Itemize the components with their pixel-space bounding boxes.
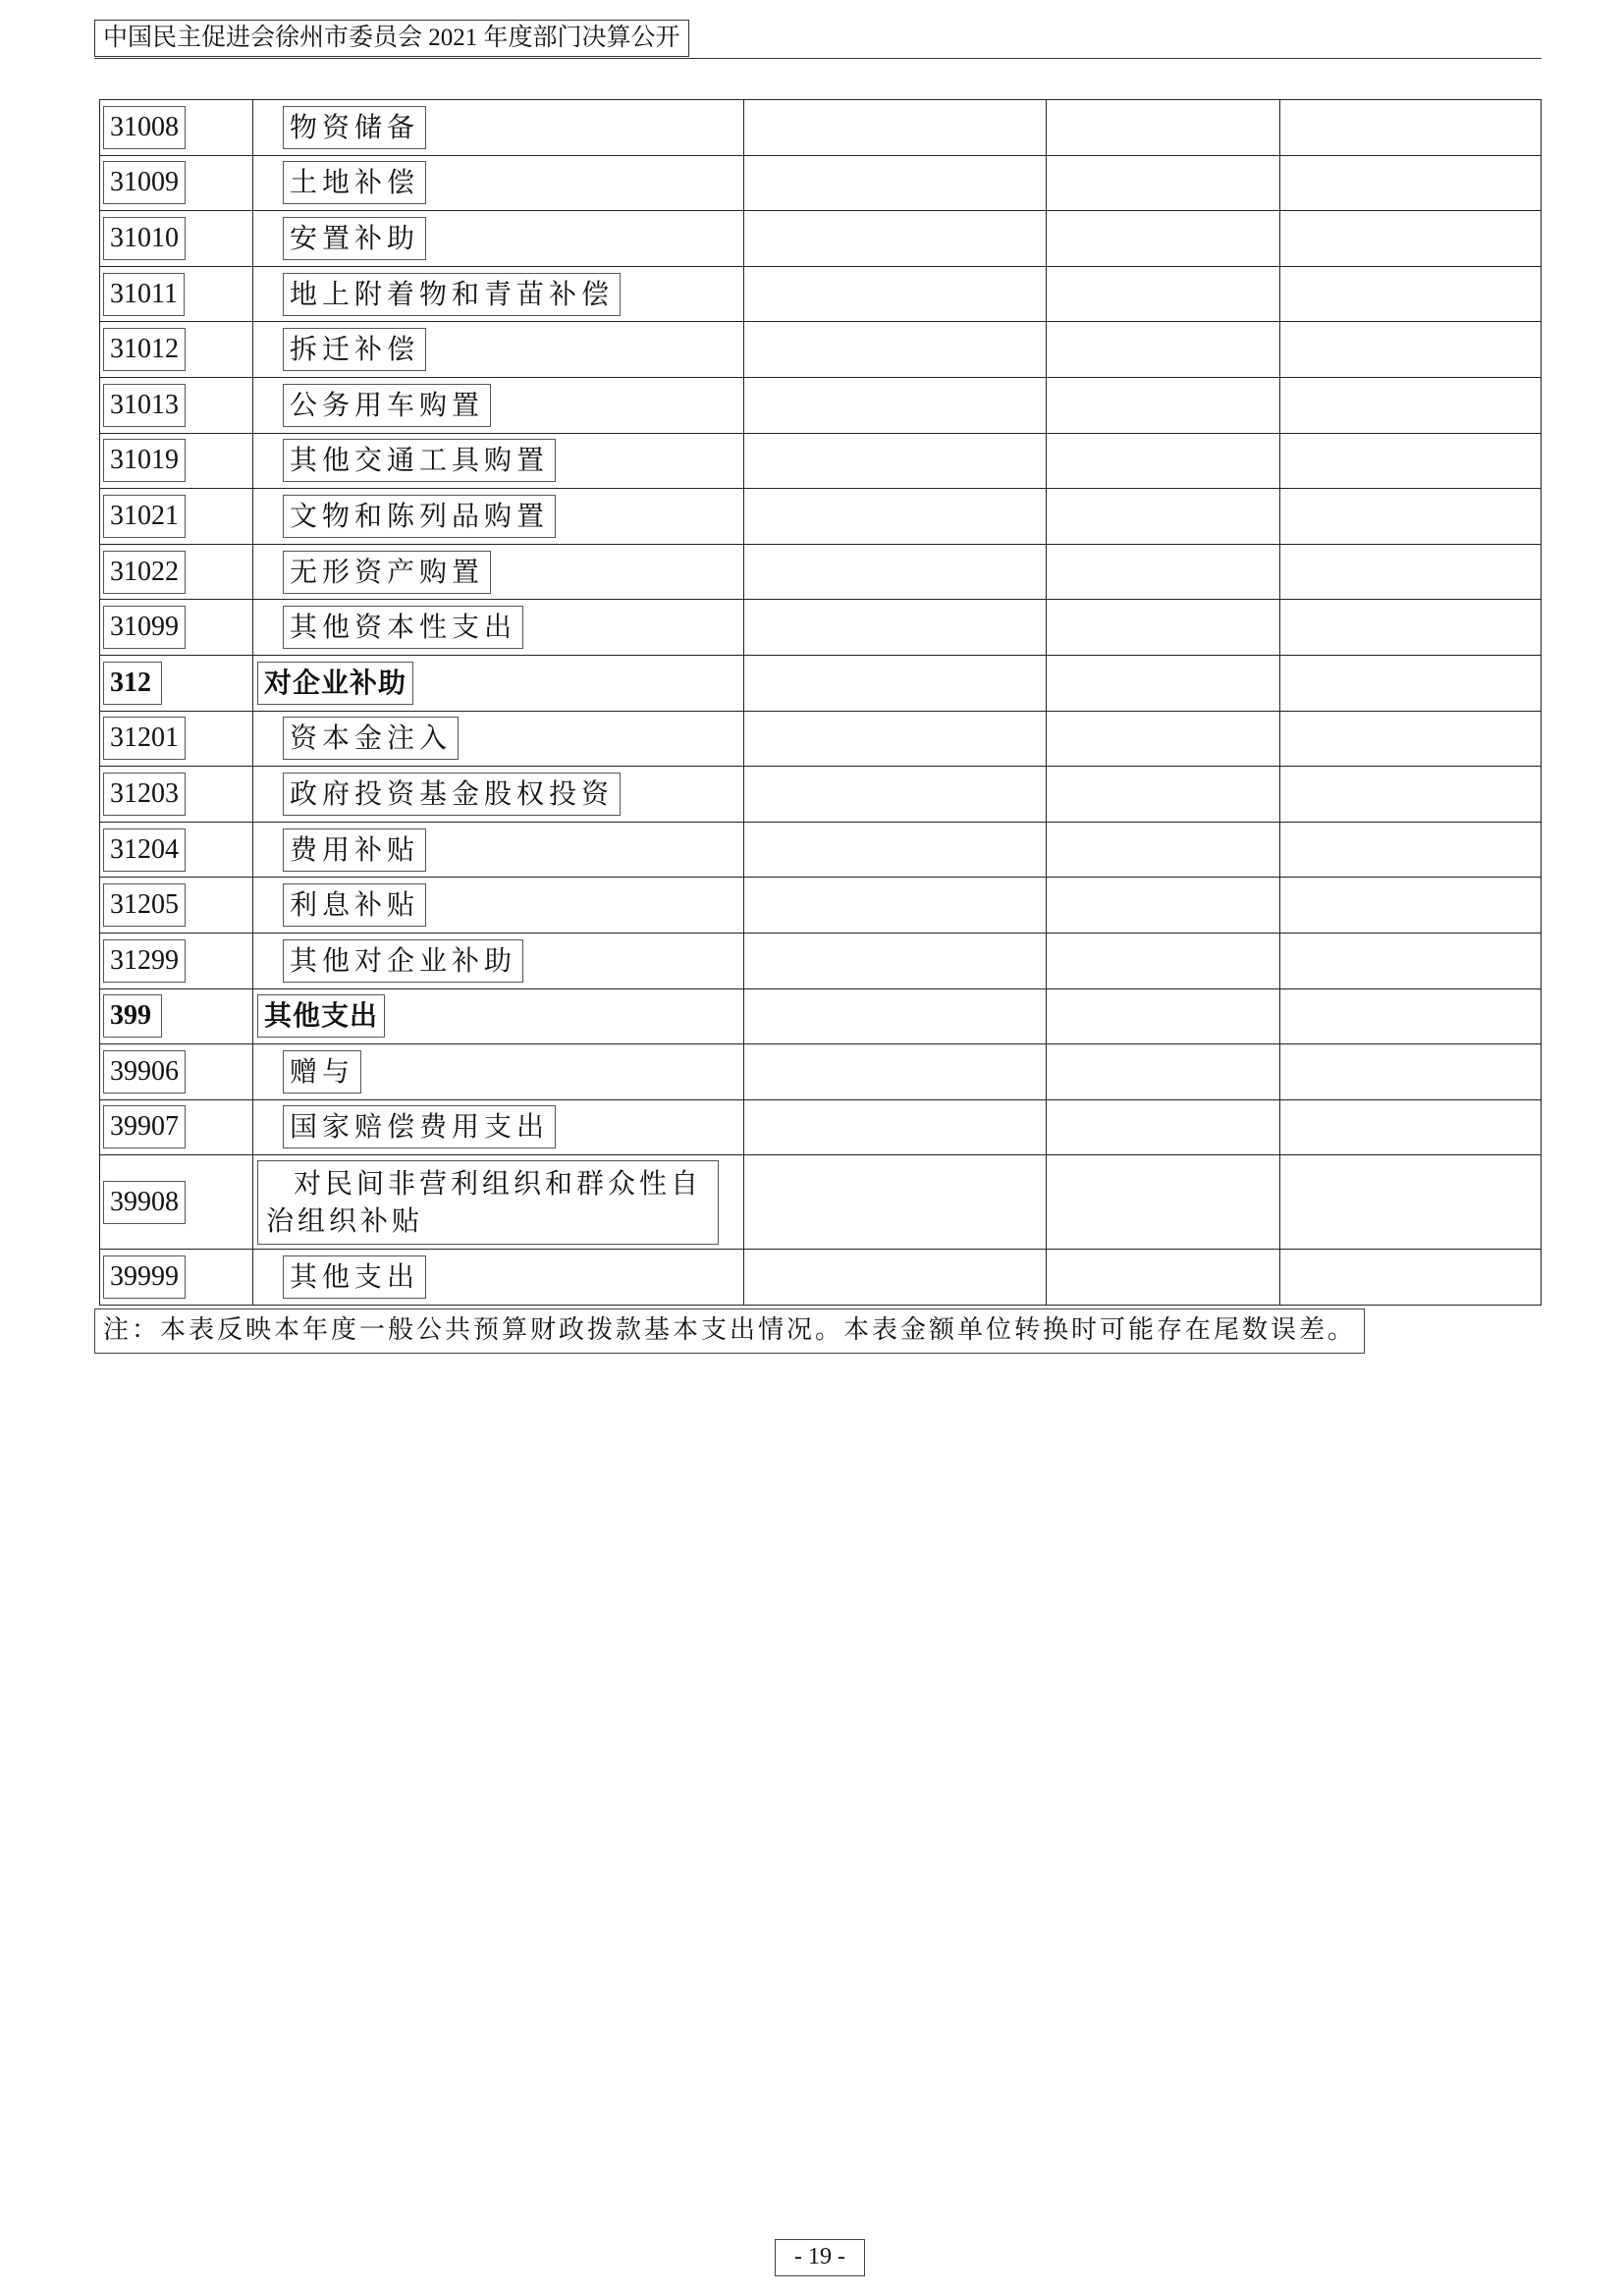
public-expense-cell <box>1280 600 1542 656</box>
public-expense-cell <box>1280 489 1542 545</box>
item-name: 对民间非营利组织和群众性自治组织补贴 <box>257 1160 719 1245</box>
item-name-cell <box>253 655 744 711</box>
economic-code-cell <box>100 767 253 823</box>
economic-code-cell <box>100 1099 253 1155</box>
economic-code-cell <box>100 1250 253 1306</box>
economic-code-cell <box>100 711 253 767</box>
economic-code-cell <box>100 544 253 600</box>
table-row <box>100 377 1542 433</box>
item-name: 公务用车购置 <box>283 384 491 427</box>
item-name: 资本金注入 <box>283 717 459 760</box>
economic-code: 31099 <box>103 606 186 649</box>
personnel-expense-cell <box>1047 155 1280 211</box>
public-expense-cell <box>1280 266 1542 322</box>
item-name-cell <box>253 100 744 156</box>
economic-code: 31022 <box>103 551 186 594</box>
table-row <box>100 988 1542 1044</box>
item-name-cell <box>253 1099 744 1155</box>
table-row <box>100 489 1542 545</box>
economic-code: 39906 <box>103 1050 186 1094</box>
economic-code-cell <box>100 933 253 988</box>
economic-code-cell <box>100 1044 253 1100</box>
item-name: 安置补助 <box>283 217 426 260</box>
item-name-cell <box>253 711 744 767</box>
total-amount-cell <box>744 211 1047 267</box>
public-expense-cell <box>1280 1099 1542 1155</box>
table-row <box>100 878 1542 934</box>
personnel-expense-cell <box>1047 1250 1280 1306</box>
item-name-cell <box>253 544 744 600</box>
item-name: 其他交通工具购置 <box>283 439 556 482</box>
personnel-expense-cell <box>1047 1155 1280 1250</box>
expenditure-table <box>99 99 1542 1306</box>
personnel-expense-cell <box>1047 544 1280 600</box>
table-row <box>100 322 1542 378</box>
item-name: 物资储备 <box>283 106 426 149</box>
total-amount-cell <box>744 377 1047 433</box>
economic-code-cell <box>100 655 253 711</box>
economic-code-cell <box>100 266 253 322</box>
economic-code: 31203 <box>103 773 186 816</box>
total-amount-cell <box>744 822 1047 878</box>
table-row <box>100 1099 1542 1155</box>
economic-code-cell <box>100 377 253 433</box>
economic-code: 31010 <box>103 217 186 260</box>
public-expense-cell <box>1280 988 1542 1044</box>
personnel-expense-cell <box>1047 933 1280 988</box>
item-name: 文物和陈列品购置 <box>283 495 556 538</box>
item-name-cell <box>253 489 744 545</box>
personnel-expense-cell <box>1047 1099 1280 1155</box>
public-expense-cell <box>1280 433 1542 489</box>
item-name: 对企业补助 <box>257 662 413 705</box>
item-name: 赠与 <box>283 1050 361 1094</box>
item-name: 政府投资基金股权投资 <box>283 773 621 816</box>
item-name-cell <box>253 600 744 656</box>
table-row <box>100 711 1542 767</box>
public-expense-cell <box>1280 322 1542 378</box>
personnel-expense-cell <box>1047 266 1280 322</box>
item-name: 利息补贴 <box>283 883 426 927</box>
table-row <box>100 155 1542 211</box>
economic-code-cell <box>100 988 253 1044</box>
economic-code: 31205 <box>103 883 186 927</box>
total-amount-cell <box>744 1250 1047 1306</box>
economic-code: 312 <box>103 662 162 705</box>
total-amount-cell <box>744 489 1047 545</box>
table-row <box>100 655 1542 711</box>
item-name: 无形资产购置 <box>283 551 491 594</box>
economic-code: 31204 <box>103 828 186 872</box>
economic-code: 39908 <box>103 1181 186 1224</box>
table-body <box>100 100 1542 1306</box>
item-name: 土地补偿 <box>283 161 426 204</box>
item-name: 其他对企业补助 <box>283 939 523 983</box>
page-number: - 19 - <box>775 2239 865 2276</box>
public-expense-cell <box>1280 377 1542 433</box>
economic-code-cell <box>100 822 253 878</box>
total-amount-cell <box>744 655 1047 711</box>
item-name-cell <box>253 878 744 934</box>
personnel-expense-cell <box>1047 322 1280 378</box>
total-amount-cell <box>744 600 1047 656</box>
public-expense-cell <box>1280 655 1542 711</box>
personnel-expense-cell <box>1047 433 1280 489</box>
total-amount-cell <box>744 933 1047 988</box>
table-row <box>100 433 1542 489</box>
item-name-cell <box>253 1155 744 1250</box>
personnel-expense-cell <box>1047 600 1280 656</box>
item-name-cell <box>253 322 744 378</box>
item-name-cell <box>253 988 744 1044</box>
economic-code-cell <box>100 489 253 545</box>
public-expense-cell <box>1280 1044 1542 1100</box>
personnel-expense-cell <box>1047 711 1280 767</box>
total-amount-cell <box>744 988 1047 1044</box>
total-amount-cell <box>744 1099 1047 1155</box>
public-expense-cell <box>1280 822 1542 878</box>
table-row <box>100 266 1542 322</box>
economic-code-cell <box>100 1155 253 1250</box>
economic-code: 31019 <box>103 439 186 482</box>
personnel-expense-cell <box>1047 377 1280 433</box>
economic-code: 31011 <box>103 273 185 316</box>
personnel-expense-cell <box>1047 100 1280 156</box>
item-name-cell <box>253 211 744 267</box>
total-amount-cell <box>744 544 1047 600</box>
personnel-expense-cell <box>1047 988 1280 1044</box>
table-row <box>100 1250 1542 1306</box>
total-amount-cell <box>744 266 1047 322</box>
total-amount-cell <box>744 767 1047 823</box>
item-name-cell <box>253 1044 744 1100</box>
personnel-expense-cell <box>1047 767 1280 823</box>
item-name-cell <box>253 266 744 322</box>
item-name: 其他支出 <box>283 1255 426 1299</box>
economic-code-cell <box>100 155 253 211</box>
item-name-cell <box>253 433 744 489</box>
economic-code: 31009 <box>103 161 186 204</box>
personnel-expense-cell <box>1047 211 1280 267</box>
economic-code-cell <box>100 211 253 267</box>
item-name: 其他资本性支出 <box>283 606 523 649</box>
total-amount-cell <box>744 322 1047 378</box>
public-expense-cell <box>1280 155 1542 211</box>
table-row <box>100 1155 1542 1250</box>
table-row <box>100 600 1542 656</box>
economic-code: 31201 <box>103 717 186 760</box>
public-expense-cell <box>1280 544 1542 600</box>
economic-code: 31021 <box>103 495 186 538</box>
header-divider <box>94 58 1542 59</box>
total-amount-cell <box>744 100 1047 156</box>
item-name: 地上附着物和青苗补偿 <box>283 273 621 316</box>
economic-code-cell <box>100 433 253 489</box>
table-row <box>100 1044 1542 1100</box>
economic-code: 399 <box>103 994 162 1038</box>
personnel-expense-cell <box>1047 1044 1280 1100</box>
public-expense-cell <box>1280 933 1542 988</box>
economic-code: 31013 <box>103 384 186 427</box>
item-name-cell <box>253 933 744 988</box>
public-expense-cell <box>1280 711 1542 767</box>
economic-code: 39907 <box>103 1105 186 1148</box>
table-note: 注：本表反映本年度一般公共预算财政拨款基本支出情况。本表金额单位转换时可能存在尾数误差。 <box>94 1308 1365 1354</box>
public-expense-cell <box>1280 211 1542 267</box>
table-row <box>100 822 1542 878</box>
public-expense-cell <box>1280 878 1542 934</box>
item-name-cell <box>253 377 744 433</box>
table-row <box>100 933 1542 988</box>
item-name: 拆迁补偿 <box>283 328 426 371</box>
table-row <box>100 211 1542 267</box>
total-amount-cell <box>744 1044 1047 1100</box>
personnel-expense-cell <box>1047 878 1280 934</box>
total-amount-cell <box>744 1155 1047 1250</box>
public-expense-cell <box>1280 1250 1542 1306</box>
total-amount-cell <box>744 878 1047 934</box>
economic-code-cell <box>100 878 253 934</box>
total-amount-cell <box>744 155 1047 211</box>
economic-code-cell <box>100 322 253 378</box>
item-name: 其他支出 <box>257 994 385 1038</box>
economic-code-cell <box>100 100 253 156</box>
item-name: 费用补贴 <box>283 828 426 872</box>
public-expense-cell <box>1280 767 1542 823</box>
item-name-cell <box>253 155 744 211</box>
document-header: 中国民主促进会徐州市委员会 2021 年度部门决算公开 <box>94 20 689 57</box>
economic-code: 39999 <box>103 1255 186 1299</box>
public-expense-cell <box>1280 100 1542 156</box>
personnel-expense-cell <box>1047 489 1280 545</box>
economic-code: 31012 <box>103 328 186 371</box>
economic-code-cell <box>100 600 253 656</box>
item-name-cell <box>253 1250 744 1306</box>
table-row <box>100 100 1542 156</box>
item-name: 国家赔偿费用支出 <box>283 1105 556 1148</box>
economic-code: 31008 <box>103 106 186 149</box>
public-expense-cell <box>1280 1155 1542 1250</box>
economic-code: 31299 <box>103 939 186 983</box>
table-row <box>100 767 1542 823</box>
personnel-expense-cell <box>1047 655 1280 711</box>
total-amount-cell <box>744 711 1047 767</box>
item-name-cell <box>253 767 744 823</box>
item-name-cell <box>253 822 744 878</box>
table-row <box>100 544 1542 600</box>
total-amount-cell <box>744 433 1047 489</box>
personnel-expense-cell <box>1047 822 1280 878</box>
